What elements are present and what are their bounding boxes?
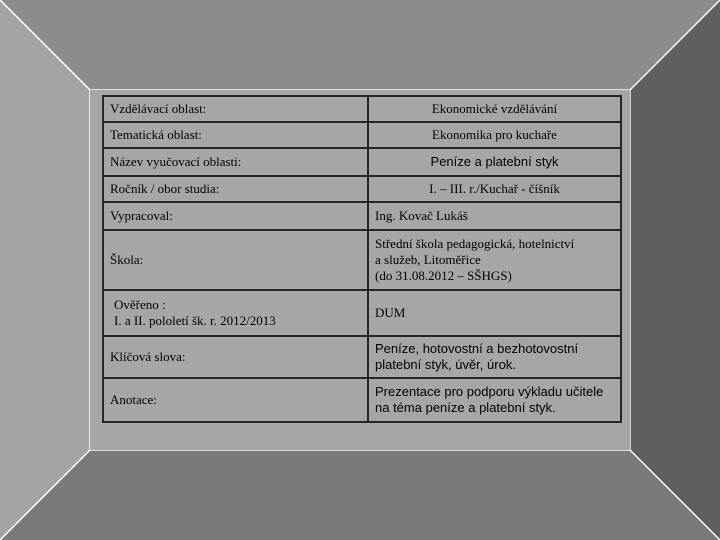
row-value: DUM	[368, 290, 621, 336]
label-line: I. a II. pololetí šk. r. 2012/2013	[114, 313, 276, 328]
row-label: Škola:	[103, 230, 368, 290]
row-value: Ekonomika pro kuchaře	[368, 122, 621, 148]
table-row	[103, 122, 621, 148]
row-label: Ročník / obor studia:	[103, 176, 368, 202]
value-line: Prezentace pro podporu výkladu učitele	[375, 384, 604, 399]
value-line: na téma peníze a platební styk.	[375, 400, 556, 415]
row-label: Anotace:	[103, 378, 368, 422]
frame-left	[0, 0, 90, 540]
table-row	[103, 336, 621, 378]
row-label: Vypracoval:	[103, 202, 368, 230]
row-value	[368, 378, 621, 422]
table-row	[103, 290, 621, 336]
row-label: Vzdělávací oblast:	[103, 96, 368, 122]
value-line: Peníze, hotovostní a bezhotovostní	[375, 341, 579, 356]
row-value	[368, 230, 621, 290]
value-line: a služeb, Litoměřice	[375, 252, 481, 267]
info-table	[102, 95, 622, 423]
row-label	[103, 290, 368, 336]
label-line: Ověřeno :	[114, 297, 166, 312]
row-label: Název vyučovací oblasti:	[103, 148, 368, 176]
row-value	[368, 336, 621, 378]
table-row	[103, 176, 621, 202]
frame-bottom	[0, 450, 720, 540]
table-row	[103, 148, 621, 176]
value-line: (do 31.08.2012 – SŠHGS)	[375, 268, 512, 283]
row-label: Klíčová slova:	[103, 336, 368, 378]
frame-right	[630, 0, 720, 540]
frame-top	[0, 0, 720, 90]
row-value: Ing. Kovač Lukáš	[368, 202, 621, 230]
table-row	[103, 378, 621, 422]
table-row	[103, 202, 621, 230]
row-value: I. – III. r./Kuchař - číšník	[368, 176, 621, 202]
table-row	[103, 96, 621, 122]
value-line: Střední škola pedagogická, hotelnictví	[375, 236, 575, 251]
value-line: platební styk, úvěr, úrok.	[375, 357, 516, 372]
row-value: Peníze a platební styk	[368, 148, 621, 176]
row-label: Tematická oblast:	[103, 122, 368, 148]
table-row	[103, 230, 621, 290]
row-value: Ekonomické vzdělávání	[368, 96, 621, 122]
